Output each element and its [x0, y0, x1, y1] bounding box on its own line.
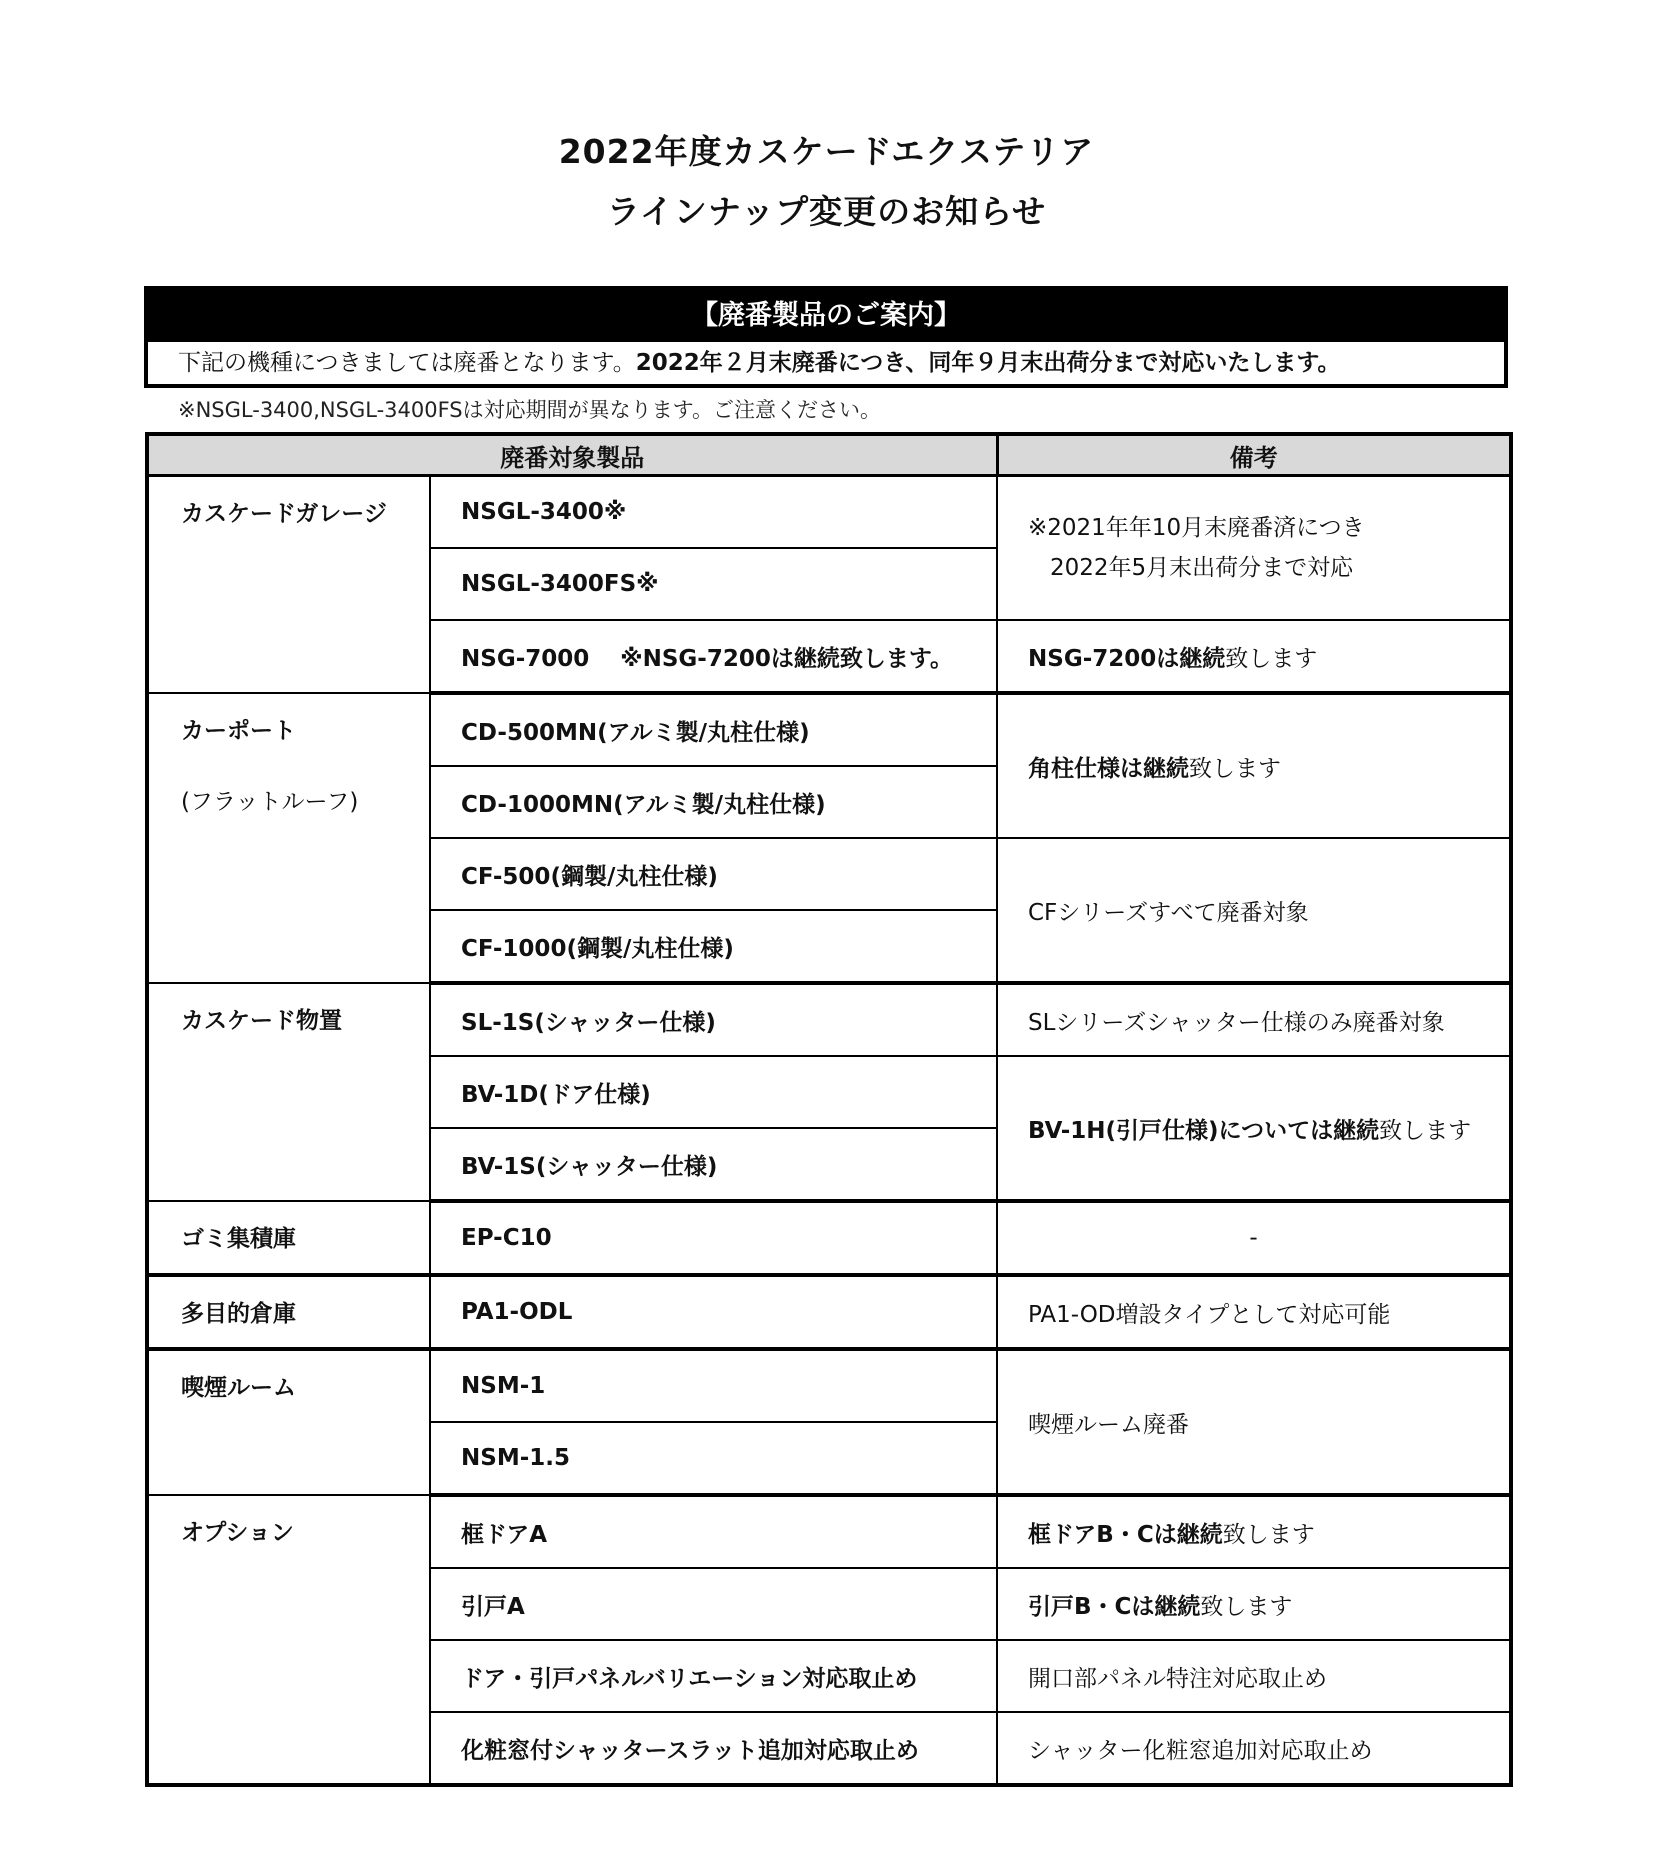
- remark-normal: 致します: [1379, 1117, 1472, 1144]
- category-label: カーポート: [181, 718, 296, 744]
- footnote: ※NSGL-3400,NSGL-3400FSは対応期間が異なります。ご注意ください。: [178, 398, 881, 422]
- remark-bold: BV-1H(引戸仕様)については継続: [1028, 1117, 1380, 1144]
- product-cell: CD-500MN(アルミ製/丸柱仕様): [430, 693, 997, 766]
- product-cell: BV-1D(ドア仕様): [430, 1056, 997, 1128]
- table-row: [147, 1495, 1511, 1568]
- category-carport: [147, 693, 430, 983]
- table-row: [147, 1349, 1511, 1422]
- header-products: 廃番対象製品: [147, 434, 997, 476]
- remark-normal: 致します: [1200, 1593, 1293, 1620]
- product-cell: NSM-1.5: [430, 1422, 997, 1495]
- product-cell: NSGL-3400FS※: [430, 548, 997, 620]
- remark-cell: SLシリーズシャッター仕様のみ廃番対象: [997, 983, 1511, 1056]
- table-header-row: [147, 434, 1511, 476]
- discontinued-products-table: [145, 432, 1513, 1787]
- remark-cell: [997, 1568, 1511, 1640]
- remark-normal: 致します: [1222, 1521, 1315, 1548]
- page-title: 2022年度カスケードエクステリア: [558, 132, 1095, 171]
- category-garage: カスケードガレージ: [147, 476, 430, 694]
- remark-cell: 喫煙ルーム廃番: [997, 1349, 1511, 1495]
- product-cell: 化粧窓付シャッタースラット追加対応取止め: [430, 1712, 997, 1785]
- notice-body-bold: 2022年２月末廃番につき、同年９月末出荷分まで対応いたします。: [635, 350, 1341, 376]
- category-garbage: ゴミ集積庫: [147, 1201, 430, 1275]
- product-cell: CF-500(鋼製/丸柱仕様): [430, 838, 997, 910]
- remark-cell: PA1-OD増設タイプとして対応可能: [997, 1275, 1511, 1349]
- header-remarks: 備考: [997, 434, 1511, 476]
- product-cell: CF-1000(鋼製/丸柱仕様): [430, 910, 997, 983]
- category-smoking-room: 喫煙ルーム: [147, 1349, 430, 1495]
- remark-bold: 角柱仕様は継続: [1028, 755, 1189, 782]
- table-row: [147, 693, 1511, 766]
- table-row: [147, 983, 1511, 1056]
- category-storage: カスケード物置: [147, 983, 430, 1201]
- product-cell: 框ドアA: [430, 1495, 997, 1568]
- product-cell: BV-1S(シャッター仕様): [430, 1128, 997, 1201]
- product-cell: PA1-ODL: [430, 1275, 997, 1349]
- remark-cell: [997, 1495, 1511, 1568]
- notice-body: [148, 342, 1504, 384]
- remark-cell: -: [997, 1201, 1511, 1275]
- remark-line: 2022年5月末出荷分まで対応: [1050, 555, 1354, 581]
- table-row: [147, 1275, 1511, 1349]
- remark-bold: 引戸B・Cは継続: [1028, 1593, 1201, 1620]
- product-cell: SL-1S(シャッター仕様): [430, 983, 997, 1056]
- remark-cell: [997, 693, 1511, 838]
- table-row: [147, 1201, 1511, 1275]
- product-cell: NSG-7000 ※NSG-7200は継続致します。: [430, 620, 997, 693]
- remark-normal: 致します: [1225, 645, 1318, 672]
- discontinued-notice-box: [144, 286, 1508, 388]
- remark-cell: CFシリーズすべて廃番対象: [997, 838, 1511, 983]
- remark-cell: 開口部パネル特注対応取止め: [997, 1640, 1511, 1712]
- category-sublabel: (フラットルーフ): [181, 789, 359, 815]
- remark-normal: 致します: [1189, 755, 1281, 782]
- notice-body-normal: 下記の機種につきましては廃番となります。: [178, 350, 636, 376]
- table-row: [147, 476, 1511, 549]
- remark-cell: [997, 1056, 1511, 1201]
- category-options: オプション: [147, 1495, 430, 1785]
- product-cell: ドア・引戸パネルバリエーション対応取止め: [430, 1640, 997, 1712]
- page-subtitle: ラインナップ変更のお知らせ: [606, 192, 1047, 231]
- product-cell: CD-1000MN(アルミ製/丸柱仕様): [430, 766, 997, 838]
- category-warehouse: 多目的倉庫: [147, 1275, 430, 1349]
- remark-bold: NSG-7200は継続: [1028, 645, 1226, 672]
- product-cell: 引戸A: [430, 1568, 997, 1640]
- remark-cell: シャッター化粧窓追加対応取止め: [997, 1712, 1511, 1785]
- product-cell: NSGL-3400※: [430, 476, 997, 549]
- remark-bold: 框ドアB・Cは継続: [1028, 1521, 1223, 1548]
- remark-cell: [997, 476, 1511, 621]
- product-cell: EP-C10: [430, 1201, 997, 1275]
- remark-line: ※2021年年10月末廃番済につき: [1028, 515, 1365, 541]
- product-cell: NSM-1: [430, 1349, 997, 1422]
- remark-cell: [997, 620, 1511, 693]
- notice-heading: 【廃番製品のご案内】: [148, 290, 1504, 342]
